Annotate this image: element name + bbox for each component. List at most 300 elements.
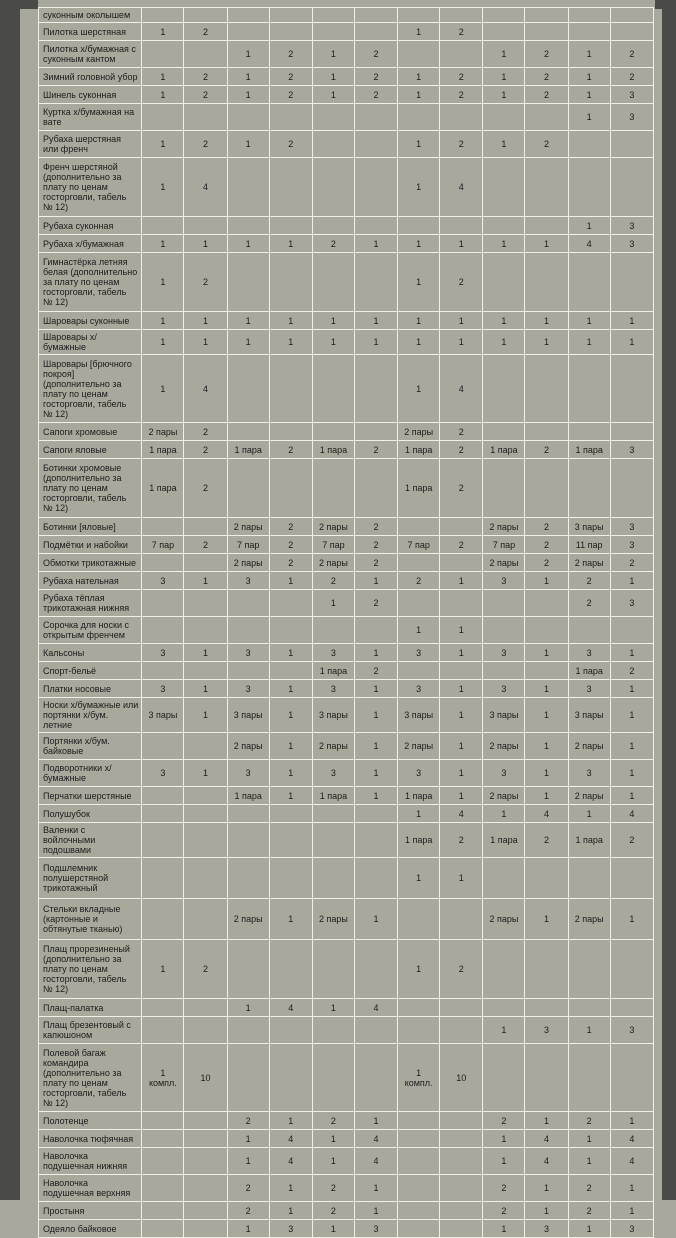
wear-years-cell: 1 — [269, 572, 312, 590]
window-left-frame — [0, 0, 20, 1200]
item-name-cell: Шаровары суконные — [39, 312, 142, 330]
quantity-cell — [483, 355, 525, 423]
quantity-cell: 2 пары — [568, 899, 610, 940]
item-name-cell: Полевой багаж командира (дополнительно за плату по ценам госторговли, табель № 12) — [39, 1044, 142, 1112]
quantity-cell — [312, 805, 354, 823]
wear-years-cell — [269, 459, 312, 518]
quantity-cell: 1 — [142, 23, 184, 41]
quantity-cell — [312, 1044, 354, 1112]
wear-years-cell: 3 — [269, 1220, 312, 1238]
wear-years-cell — [269, 858, 312, 899]
wear-years-cell: 4 — [269, 1130, 312, 1148]
wear-years-cell: 1 — [525, 787, 568, 805]
wear-years-cell — [440, 8, 483, 23]
table-row — [39, 253, 654, 312]
quantity-cell: 2 — [312, 1112, 354, 1130]
item-name-cell: Платки носовые — [39, 680, 142, 698]
wear-years-cell — [440, 1017, 483, 1044]
wear-years-cell — [184, 554, 227, 572]
wear-years-cell — [354, 158, 397, 217]
quantity-cell — [142, 999, 184, 1017]
quantity-cell: 1 — [568, 104, 610, 131]
quantity-cell: 3 — [227, 644, 269, 662]
quantity-cell: 1 — [568, 1017, 610, 1044]
quantity-cell: 1 пара — [312, 662, 354, 680]
wear-years-cell — [269, 1017, 312, 1044]
quantity-cell — [312, 459, 354, 518]
wear-years-cell — [269, 423, 312, 441]
wear-years-cell: 1 — [440, 617, 483, 644]
wear-years-cell — [354, 940, 397, 999]
quantity-cell: 3 — [227, 572, 269, 590]
wear-years-cell: 4 — [440, 355, 483, 423]
quantity-cell: 2 — [568, 572, 610, 590]
quantity-cell: 1 — [312, 86, 354, 104]
wear-years-cell — [269, 8, 312, 23]
table-row — [39, 617, 654, 644]
wear-years-cell: 1 — [184, 572, 227, 590]
wear-years-cell: 2 — [269, 518, 312, 536]
wear-years-cell: 1 — [269, 760, 312, 787]
quantity-cell: 1 — [312, 590, 354, 617]
table-row — [39, 158, 654, 217]
wear-years-cell — [440, 1202, 483, 1220]
wear-years-cell — [184, 787, 227, 805]
quantity-cell — [142, 1202, 184, 1220]
item-name-cell: Кальсоны — [39, 644, 142, 662]
quantity-cell: 1 — [483, 86, 525, 104]
quantity-cell — [142, 217, 184, 235]
quantity-cell: 1 — [398, 131, 440, 158]
quantity-cell: 1 — [398, 23, 440, 41]
wear-years-cell — [184, 518, 227, 536]
quantity-cell: 7 пар — [312, 536, 354, 554]
table-row — [39, 536, 654, 554]
wear-years-cell: 1 — [269, 698, 312, 733]
quantity-cell: 1 пара — [398, 823, 440, 858]
wear-years-cell: 2 — [610, 662, 653, 680]
wear-years-cell — [354, 217, 397, 235]
quantity-cell: 2 — [568, 1175, 610, 1202]
wear-years-cell — [269, 662, 312, 680]
quantity-cell: 1 пара — [227, 787, 269, 805]
quantity-cell: 1 — [398, 858, 440, 899]
quantity-cell — [312, 253, 354, 312]
item-name-cell: Зимний головной убор — [39, 68, 142, 86]
wear-years-cell: 3 — [610, 1017, 653, 1044]
quantity-cell: 1 — [483, 1130, 525, 1148]
quantity-cell: 1 — [568, 805, 610, 823]
quantity-cell: 7 пар — [142, 536, 184, 554]
quantity-cell: 1 — [312, 41, 354, 68]
wear-years-cell — [184, 1148, 227, 1175]
wear-years-cell: 1 — [525, 644, 568, 662]
quantity-cell: 1 компл. — [142, 1044, 184, 1112]
quantity-cell — [568, 858, 610, 899]
wear-years-cell — [354, 617, 397, 644]
wear-years-cell — [610, 1044, 653, 1112]
wear-years-cell: 1 — [269, 899, 312, 940]
quantity-cell: 1 — [483, 1220, 525, 1238]
quantity-cell: 3 — [568, 760, 610, 787]
table-row — [39, 86, 654, 104]
wear-years-cell: 1 — [269, 1202, 312, 1220]
quantity-cell: 3 — [483, 572, 525, 590]
quantity-cell: 2 пары — [312, 518, 354, 536]
quantity-cell: 11 пар — [568, 536, 610, 554]
wear-years-cell: 1 — [525, 572, 568, 590]
wear-years-cell: 2 — [269, 536, 312, 554]
quantity-cell: 1 — [483, 1148, 525, 1175]
item-name-cell: Сапоги хромовые — [39, 423, 142, 441]
quantity-cell: 3 пары — [483, 698, 525, 733]
item-name-cell: Наволочка тюфячная — [39, 1130, 142, 1148]
quantity-cell — [227, 1044, 269, 1112]
quantity-cell: 1 пара — [568, 441, 610, 459]
wear-years-cell: 4 — [354, 999, 397, 1017]
wear-years-cell — [184, 899, 227, 940]
wear-years-cell: 10 — [440, 1044, 483, 1112]
quantity-cell: 2 пары — [227, 733, 269, 760]
quantity-cell: 1 — [227, 999, 269, 1017]
wear-years-cell — [610, 131, 653, 158]
quantity-cell: 3 пары — [312, 698, 354, 733]
wear-years-cell — [269, 823, 312, 858]
quantity-cell: 1 — [312, 999, 354, 1017]
quantity-cell — [483, 999, 525, 1017]
wear-years-cell: 1 — [269, 644, 312, 662]
item-name-cell: Простыня — [39, 1202, 142, 1220]
quantity-cell — [142, 617, 184, 644]
quantity-cell: 7 пар — [483, 536, 525, 554]
item-name-cell: Перчатки шерстяные — [39, 787, 142, 805]
wear-years-cell: 1 — [354, 312, 397, 330]
quantity-cell: 1 — [142, 68, 184, 86]
wear-years-cell — [269, 355, 312, 423]
quantity-cell: 1 — [227, 312, 269, 330]
quantity-cell: 1 — [227, 131, 269, 158]
wear-years-cell — [525, 590, 568, 617]
wear-years-cell: 1 — [354, 1202, 397, 1220]
item-name-cell: Носки х/бумажные или портянки х/бум. летние — [39, 698, 142, 733]
quantity-cell: 1 — [398, 253, 440, 312]
wear-years-cell: 2 — [525, 536, 568, 554]
quantity-cell: 1 — [312, 1130, 354, 1148]
wear-years-cell: 2 — [184, 423, 227, 441]
wear-years-cell: 1 — [354, 644, 397, 662]
table-row — [39, 554, 654, 572]
quantity-cell: 3 — [483, 644, 525, 662]
table-body — [39, 8, 654, 1238]
wear-years-cell — [184, 733, 227, 760]
wear-years-cell: 1 — [184, 680, 227, 698]
quantity-cell — [142, 733, 184, 760]
wear-years-cell: 1 — [525, 899, 568, 940]
wear-years-cell: 2 — [440, 940, 483, 999]
table-row — [39, 330, 654, 355]
wear-years-cell — [184, 8, 227, 23]
wear-years-cell — [525, 940, 568, 999]
wear-years-cell: 1 — [269, 1112, 312, 1130]
wear-years-cell — [184, 1017, 227, 1044]
quantity-cell — [568, 1044, 610, 1112]
quantity-cell — [312, 158, 354, 217]
quantity-cell: 1 — [227, 1130, 269, 1148]
quantity-cell: 1 — [398, 805, 440, 823]
quantity-cell — [483, 617, 525, 644]
wear-years-cell — [525, 423, 568, 441]
wear-years-cell — [184, 1175, 227, 1202]
wear-years-cell: 1 — [269, 1175, 312, 1202]
wear-years-cell — [610, 23, 653, 41]
quantity-cell — [483, 104, 525, 131]
quantity-cell: 2 пары — [227, 518, 269, 536]
wear-years-cell: 4 — [610, 1148, 653, 1175]
quantity-cell: 2 — [568, 1112, 610, 1130]
item-name-cell: Наволочка подушечная верхняя — [39, 1175, 142, 1202]
wear-years-cell: 1 — [440, 312, 483, 330]
wear-years-cell: 2 — [184, 459, 227, 518]
wear-years-cell — [354, 8, 397, 23]
quantity-cell — [568, 131, 610, 158]
quantity-cell: 1 — [398, 355, 440, 423]
quantity-cell — [398, 590, 440, 617]
wear-years-cell — [354, 423, 397, 441]
wear-years-cell — [610, 617, 653, 644]
item-name-cell: Подворотники х/бумажные — [39, 760, 142, 787]
quantity-cell: 1 — [227, 41, 269, 68]
wear-years-cell — [269, 253, 312, 312]
quantity-cell — [568, 23, 610, 41]
quantity-cell: 2 — [227, 1175, 269, 1202]
item-name-cell: суконным околышем — [39, 8, 142, 23]
table-row — [39, 355, 654, 423]
wear-years-cell: 2 — [610, 554, 653, 572]
quantity-cell: 3 пары — [568, 698, 610, 733]
quantity-cell — [312, 104, 354, 131]
table-row — [39, 1175, 654, 1202]
uniform-allowance-table-viewport[interactable] — [38, 0, 655, 1234]
wear-years-cell: 3 — [610, 590, 653, 617]
quantity-cell — [312, 617, 354, 644]
quantity-cell: 3 — [568, 680, 610, 698]
wear-years-cell — [269, 217, 312, 235]
quantity-cell — [142, 1112, 184, 1130]
wear-years-cell — [440, 554, 483, 572]
wear-years-cell: 1 — [440, 235, 483, 253]
quantity-cell: 2 — [312, 572, 354, 590]
quantity-cell — [142, 104, 184, 131]
quantity-cell — [398, 1148, 440, 1175]
wear-years-cell: 3 — [610, 217, 653, 235]
wear-years-cell: 1 — [184, 330, 227, 355]
wear-years-cell: 1 — [354, 330, 397, 355]
table-row — [39, 1044, 654, 1112]
wear-years-cell — [184, 1112, 227, 1130]
quantity-cell — [227, 459, 269, 518]
wear-years-cell: 2 — [525, 86, 568, 104]
quantity-cell: 1 — [568, 1130, 610, 1148]
quantity-cell: 1 — [398, 330, 440, 355]
item-name-cell: Плащ брезентовый с капюшоном — [39, 1017, 142, 1044]
item-name-cell: Рубаха тёплая трикотажная нижняя — [39, 590, 142, 617]
wear-years-cell: 4 — [610, 1130, 653, 1148]
wear-years-cell: 1 — [354, 760, 397, 787]
wear-years-cell: 1 — [440, 698, 483, 733]
wear-years-cell: 4 — [269, 1148, 312, 1175]
quantity-cell — [398, 1130, 440, 1148]
table-row — [39, 1148, 654, 1175]
table-row — [39, 1017, 654, 1044]
table-row — [39, 1202, 654, 1220]
item-name-cell: Гимнастёрка летняя белая (дополнительно за плату по ценам госторговли, табель № 12) — [39, 253, 142, 312]
quantity-cell: 2 пары — [227, 899, 269, 940]
quantity-cell: 3 — [312, 644, 354, 662]
wear-years-cell — [440, 1175, 483, 1202]
quantity-cell: 2 пары — [312, 733, 354, 760]
wear-years-cell: 1 — [269, 235, 312, 253]
quantity-cell: 1 — [398, 940, 440, 999]
wear-years-cell: 3 — [610, 235, 653, 253]
wear-years-cell: 4 — [269, 999, 312, 1017]
quantity-cell — [142, 899, 184, 940]
wear-years-cell: 1 — [610, 644, 653, 662]
item-name-cell: Портянки х/бум. байковые — [39, 733, 142, 760]
quantity-cell: 3 — [398, 644, 440, 662]
quantity-cell — [483, 858, 525, 899]
quantity-cell — [142, 518, 184, 536]
item-name-cell: Шаровары [брючного покроя] (дополнительно за плату по ценам госторговли, табель № 12) — [39, 355, 142, 423]
wear-years-cell — [440, 999, 483, 1017]
quantity-cell: 1 — [142, 131, 184, 158]
quantity-cell — [483, 253, 525, 312]
wear-years-cell — [610, 940, 653, 999]
item-name-cell: Плащ прорезиненый (дополнительно за плату по ценам госторговли, табель № 12) — [39, 940, 142, 999]
quantity-cell — [398, 1112, 440, 1130]
wear-years-cell — [440, 104, 483, 131]
wear-years-cell: 2 — [354, 41, 397, 68]
wear-years-cell: 3 — [525, 1017, 568, 1044]
quantity-cell — [483, 23, 525, 41]
wear-years-cell: 2 — [440, 253, 483, 312]
table-row — [39, 698, 654, 733]
quantity-cell: 3 пары — [568, 518, 610, 536]
quantity-cell: 3 — [142, 760, 184, 787]
quantity-cell: 2 — [483, 1175, 525, 1202]
quantity-cell: 3 — [227, 760, 269, 787]
quantity-cell: 1 компл. — [398, 1044, 440, 1112]
quantity-cell — [568, 459, 610, 518]
quantity-cell — [227, 662, 269, 680]
wear-years-cell: 10 — [184, 1044, 227, 1112]
quantity-cell — [142, 1130, 184, 1148]
quantity-cell: 1 — [227, 1148, 269, 1175]
wear-years-cell: 2 — [525, 441, 568, 459]
quantity-cell — [312, 423, 354, 441]
table-row — [39, 940, 654, 999]
wear-years-cell: 1 — [354, 1175, 397, 1202]
quantity-cell — [398, 554, 440, 572]
wear-years-cell: 1 — [525, 733, 568, 760]
quantity-cell — [483, 940, 525, 999]
wear-years-cell: 2 — [184, 23, 227, 41]
table-row — [39, 518, 654, 536]
wear-years-cell: 2 — [269, 441, 312, 459]
wear-years-cell — [525, 617, 568, 644]
quantity-cell: 2 пары — [398, 733, 440, 760]
quantity-cell: 3 — [483, 760, 525, 787]
wear-years-cell: 1 — [525, 1202, 568, 1220]
table-row — [39, 572, 654, 590]
quantity-cell — [398, 518, 440, 536]
table-row — [39, 680, 654, 698]
quantity-cell — [398, 8, 440, 23]
wear-years-cell: 2 — [440, 423, 483, 441]
table-row — [39, 235, 654, 253]
wear-years-cell: 2 — [525, 554, 568, 572]
wear-years-cell: 1 — [354, 698, 397, 733]
wear-years-cell: 1 — [525, 680, 568, 698]
quantity-cell: 3 — [312, 760, 354, 787]
wear-years-cell: 1 — [354, 572, 397, 590]
wear-years-cell: 2 — [440, 68, 483, 86]
table-row — [39, 644, 654, 662]
wear-years-cell: 1 — [269, 787, 312, 805]
wear-years-cell: 1 — [610, 572, 653, 590]
quantity-cell: 3 — [398, 680, 440, 698]
wear-years-cell: 1 — [525, 698, 568, 733]
quantity-cell — [227, 1017, 269, 1044]
item-name-cell: Полушубок — [39, 805, 142, 823]
wear-years-cell: 2 — [525, 131, 568, 158]
item-name-cell: Спорт-бельё — [39, 662, 142, 680]
wear-years-cell: 1 — [440, 680, 483, 698]
quantity-cell — [398, 999, 440, 1017]
quantity-cell: 1 — [398, 617, 440, 644]
quantity-cell — [312, 131, 354, 158]
quantity-cell — [227, 423, 269, 441]
table-row — [39, 23, 654, 41]
wear-years-cell: 1 — [610, 1202, 653, 1220]
wear-years-cell: 1 — [354, 680, 397, 698]
wear-years-cell: 4 — [184, 355, 227, 423]
wear-years-cell — [610, 459, 653, 518]
wear-years-cell — [525, 253, 568, 312]
quantity-cell: 1 пара — [142, 459, 184, 518]
quantity-cell — [312, 23, 354, 41]
wear-years-cell: 1 — [269, 312, 312, 330]
item-name-cell: Обмотки трикотажные — [39, 554, 142, 572]
quantity-cell: 2 пары — [483, 899, 525, 940]
quantity-cell: 1 — [398, 235, 440, 253]
quantity-cell — [312, 1017, 354, 1044]
quantity-cell: 1 пара — [312, 441, 354, 459]
table-row — [39, 899, 654, 940]
wear-years-cell: 2 — [184, 86, 227, 104]
wear-years-cell — [610, 858, 653, 899]
table-row — [39, 760, 654, 787]
table-row — [39, 1130, 654, 1148]
wear-years-cell: 1 — [440, 760, 483, 787]
quantity-cell: 1 пара — [398, 787, 440, 805]
wear-years-cell: 2 — [354, 86, 397, 104]
wear-years-cell: 2 — [354, 518, 397, 536]
table-row — [39, 459, 654, 518]
quantity-cell: 1 — [312, 68, 354, 86]
quantity-cell: 1 — [142, 235, 184, 253]
wear-years-cell — [610, 355, 653, 423]
quantity-cell: 7 пар — [398, 536, 440, 554]
